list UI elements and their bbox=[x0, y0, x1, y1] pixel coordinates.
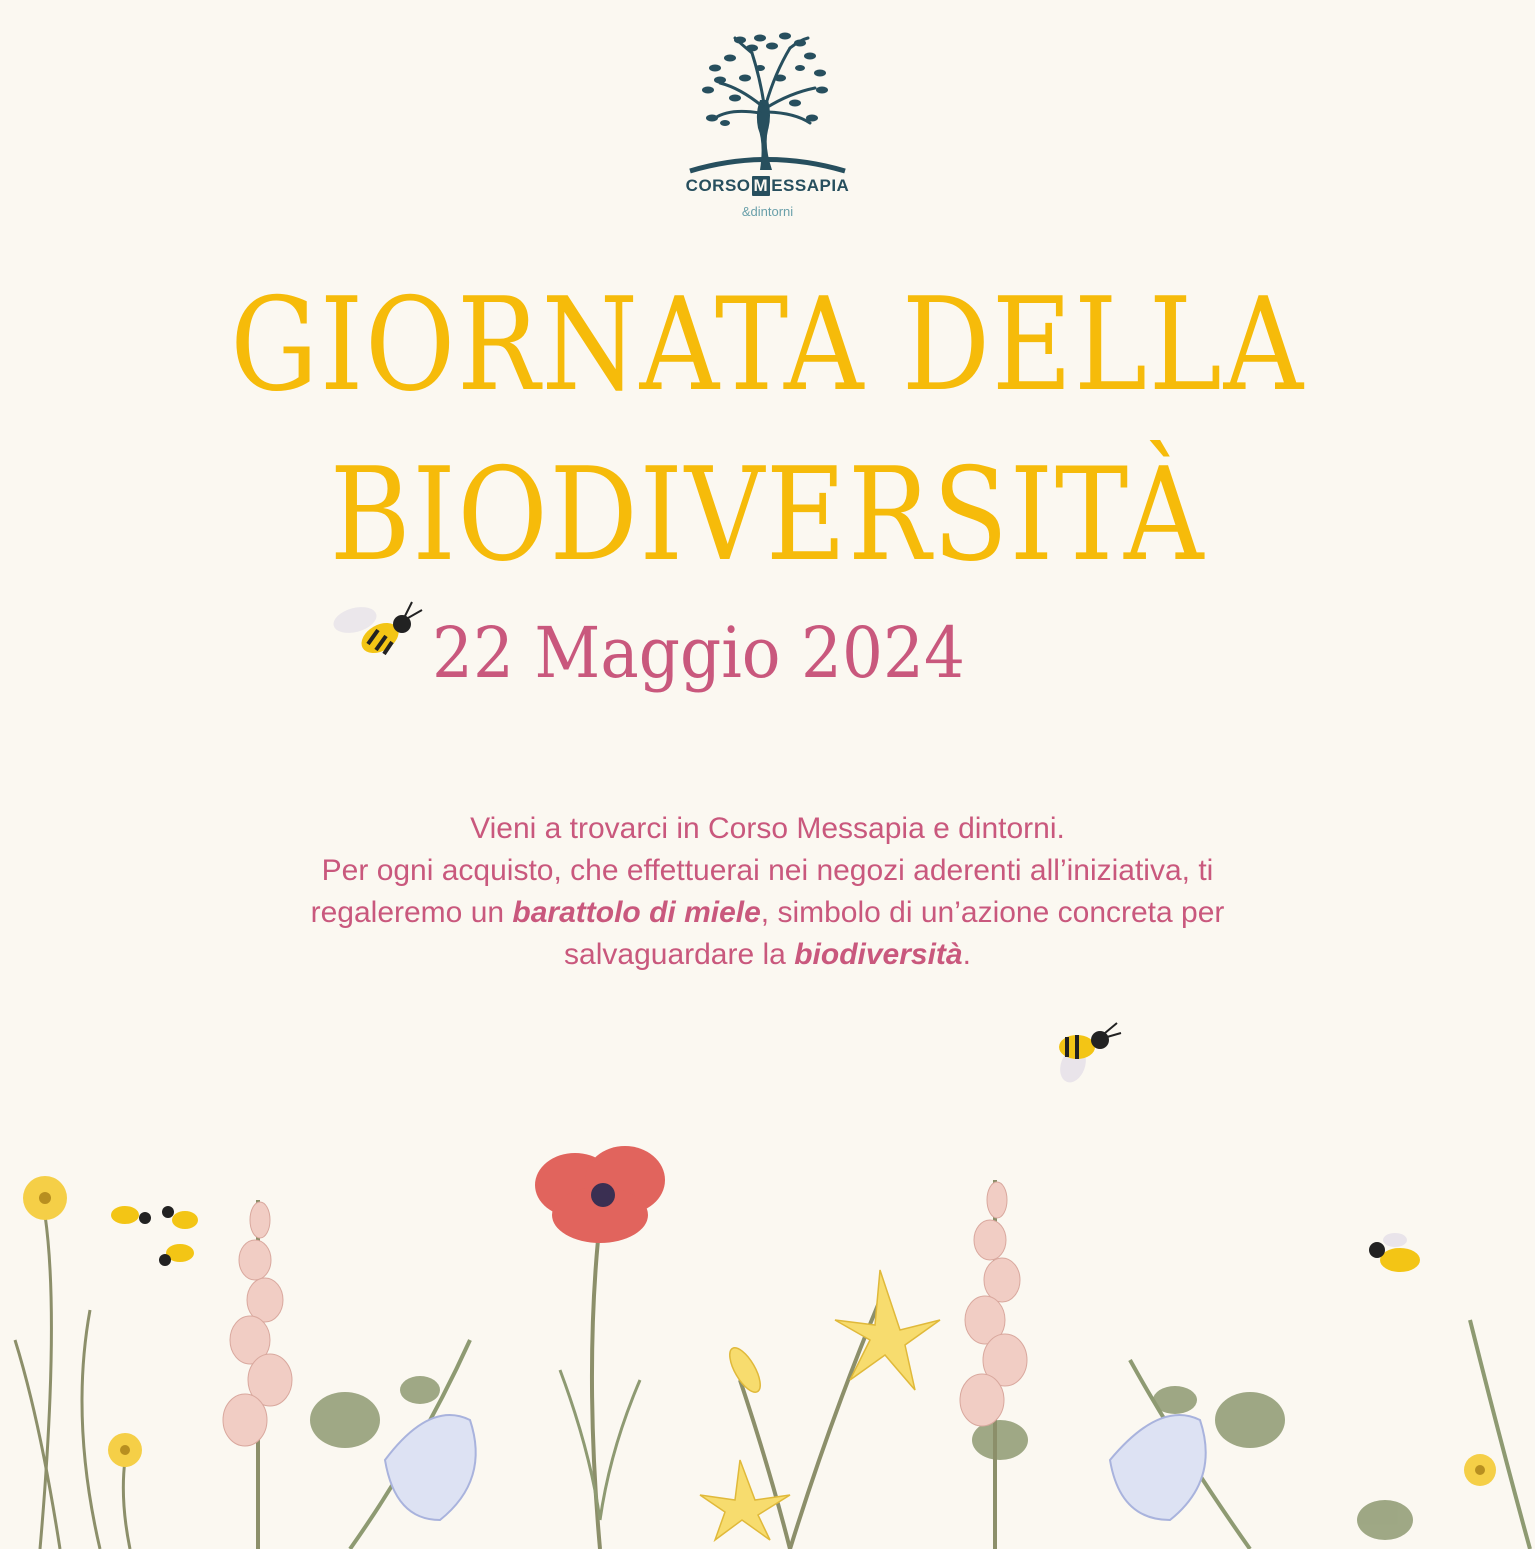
wildflower-illustration bbox=[0, 1120, 1535, 1549]
description-line-3: regaleremo un barattolo di miele, simbolo di un’azione concreta per bbox=[310, 896, 1225, 929]
brand-logo bbox=[660, 28, 875, 233]
event-description bbox=[100, 808, 1435, 976]
event-date: 22 Maggio 2024 bbox=[432, 612, 965, 694]
bee-icon bbox=[330, 592, 430, 672]
highlight-biodiversity: biodiversità bbox=[794, 938, 963, 971]
highlight-honey-jar: barattolo di miele bbox=[512, 896, 761, 929]
olive-tree-icon bbox=[660, 28, 875, 178]
brand-subtitle: &dintorni bbox=[741, 204, 794, 219]
description-line-4: salvaguardare la biodiversità. bbox=[564, 938, 971, 971]
brand-name: CORSO M ESSAPIA bbox=[685, 176, 850, 195]
bee-icon bbox=[111, 1206, 198, 1266]
bee-icon bbox=[1045, 1015, 1125, 1085]
description-line-1: Vieni a trovarci in Corso Messapia e dintorni. bbox=[470, 812, 1065, 845]
title-line-1: GIORNATA DELLA bbox=[230, 271, 1305, 420]
bee-icon bbox=[1369, 1233, 1420, 1272]
description-line-2: Per ogni acquisto, che effettuerai nei negozi aderenti all’iniziativa, ti bbox=[321, 854, 1214, 887]
title-line-2: BIODIVERSITÀ bbox=[329, 441, 1206, 590]
